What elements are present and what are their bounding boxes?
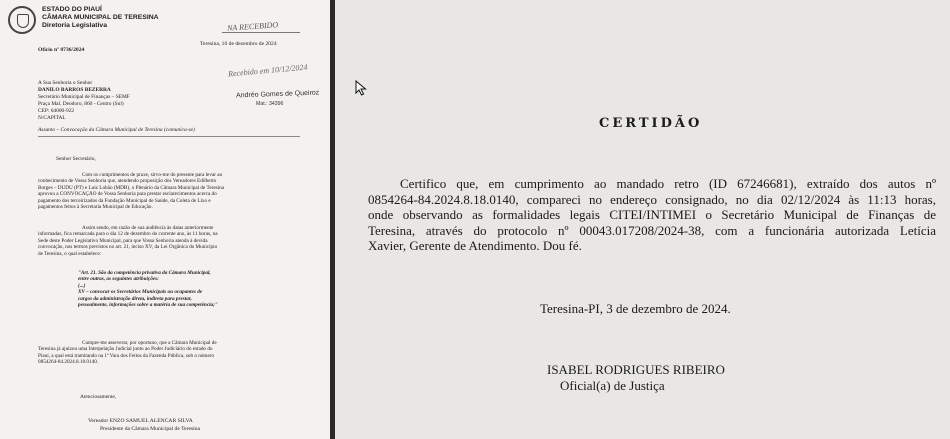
mouse-pointer-icon [355, 80, 367, 96]
oficio-number: Ofício nº 0736/2024 [38, 47, 85, 53]
text-line: informadas, fica remarcada para o dia 12 de dezembro do corrente ano, às 11 horas, na [38, 231, 218, 238]
text-line: de Teresina, o qual estabelece: [38, 250, 102, 257]
receiver-registration: Mat.: 34396 [256, 101, 284, 107]
text-line: aprovou a CONVOCAÇÃO de Vossa Senhoria para prestar esclarecimentos acerca do [38, 191, 217, 198]
text-line: Borges – DUDU (PT) e Luiz Lobão (MDB), o Plenário da Câmara Municipal de Teresina [38, 184, 225, 191]
text-line: onde observando as formalidades legais CITEI/INTIMEI o Secretário Municipal de Finanças de [368, 207, 936, 222]
text-line: (...) [78, 282, 86, 289]
header-line-3: Diretoria Legislativa [42, 22, 107, 29]
stamp-underline [222, 32, 300, 33]
signer-name: Vereador ENZO SAMUEL ALENCAR SILVA [88, 418, 193, 424]
text-line: convocação, nos termos previstos no art. 21, inciso XV, da Lei Orgânica do Município [38, 244, 218, 251]
text-line: Teresina já ajuizou uma Interpelação Judicial junto ao Poder Judiciário do estado do [38, 346, 213, 353]
text-line: cargos da administração direta, indireta para prestar, [78, 295, 192, 302]
text-line: pagamentos feitos à Secretaria Municipal de Educação. [38, 204, 153, 211]
text-line: conhecimento de Vossa Senhoria que, atendendo proposição dos Vereadores Edilberto [38, 178, 217, 185]
text-line: Com os cumprimentos de praxe, sirvo-me do presente para levar ao [82, 172, 223, 178]
place-date: Teresina-PI, 3 de dezembro de 2024. [540, 301, 731, 316]
receiver-name-stamp: Andréo Gomes de Queiroz [235, 89, 320, 100]
coat-of-arms-icon [8, 6, 36, 34]
paragraph-1 [38, 172, 308, 210]
text-line: pagamento dos terceirizados da Fundação Municipal de Saúde, da Coleta de Lixo e [38, 197, 211, 204]
paragraph-3 [38, 340, 308, 366]
signer-name: ISABEL RODRIGUES RIBEIRO [547, 362, 725, 377]
signer-role: Oficial(a) de Justiça [560, 378, 665, 393]
text-line: Assim sendo, em razão de sua audiência às datas anteriormente [82, 225, 214, 231]
legal-quote [78, 270, 308, 308]
text-line: 0854264-84.2024.8.18.0140. [38, 359, 99, 366]
text-line: entre outras, as seguintes atribuições: [78, 276, 159, 283]
addressee-line: N/CAPITAL [38, 115, 66, 121]
subject-line: Assunto – Convocação da Câmara Municipal de Teresina (comunica-se) [38, 127, 195, 133]
text-line: Certifico que, em cumprimento ao mandado retro (ID 67246681), extraído dos autos nº [400, 176, 936, 191]
text-line: Sede deste Poder Legislativo Municipal, para que Vossa Senhoria atenda à devida [38, 237, 208, 244]
text-line: Cumpre-me asseverar, por oportuno, que a Câmara Municipal de [82, 340, 217, 346]
divider [38, 136, 300, 137]
addressee-name: DANILO BARROS BEZERRA [38, 87, 111, 93]
handwritten-receipt: Recebido em 10/12/2024 [227, 62, 308, 79]
text-line: "Art. 21. São da competência privativa da Câmara Municipal, [78, 270, 211, 276]
certidao-title: CERTIDÃO [599, 116, 703, 131]
header-line-2: CÂMARA MUNICIPAL DE TERESINA [42, 14, 159, 21]
addressee-line: Praça Mal. Deodoro, 860 - Centro (Sul) [38, 101, 124, 107]
oficio-document [0, 0, 330, 439]
oficio-date: Teresina, 10 de dezembro de 2024 [200, 41, 277, 47]
text-line: pessoalmente, informações sobre a matéria de sua competência;" [78, 302, 218, 309]
certidao-body [368, 176, 936, 254]
text-line: XV – convocar os Secretários Municipais ou ocupantes de [78, 289, 203, 296]
certidao-document [335, 0, 950, 439]
received-stamp: NA RECEBIDO [226, 20, 279, 33]
addressee-line: A Sua Senhoria o Senhor [38, 80, 93, 86]
text-line: Teresina, através do protocolo nº 00043.017208/2024-38, com a funcionária autorizada Letícia [368, 222, 936, 238]
signer-role: Presidente da Câmara Municipal de Teresina [100, 426, 201, 432]
text-line: Piauí, a qual está tramitando na 1ª Vara dos Feitos da Fazenda Pública, sob o número [38, 352, 215, 359]
header-line-1: ESTADO DO PIAUÍ [42, 6, 102, 13]
paragraph-2 [38, 225, 308, 257]
addressee-line: Secretário Municipal de Finanças – SEMF [38, 94, 130, 100]
salutation: Senhor Secretário, [56, 156, 96, 162]
addressee-line: CEP: 64000-922 [38, 108, 75, 114]
text-line: Xavier, Gerente de Atendimento. Dou fé. [368, 238, 582, 253]
closing: Atenciosamente, [80, 394, 117, 400]
text-line: 0854264-84.2024.8.18.0140, compareci no endereço consignado, no dia 02/12/2024 às 11:13 horas, [368, 191, 936, 207]
